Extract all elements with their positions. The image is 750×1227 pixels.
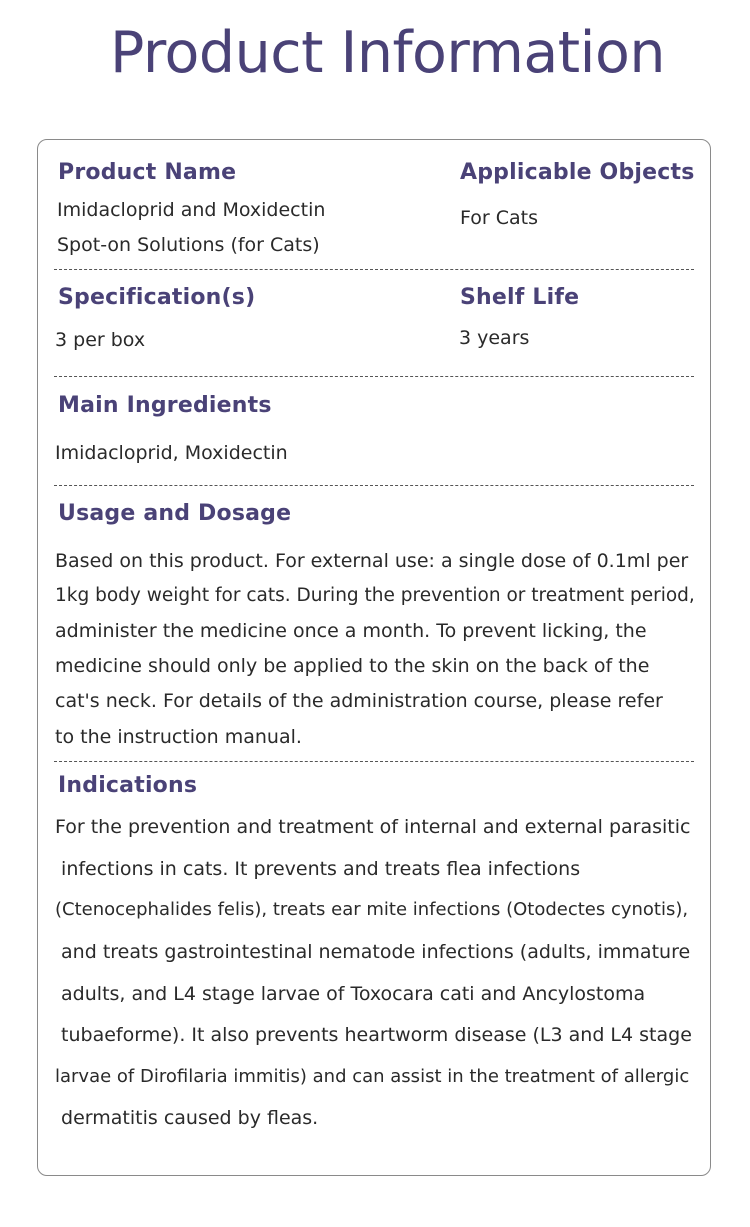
divider [54, 376, 694, 377]
indications-line: and treats gastrointestinal nematode infections (adults, immature [55, 941, 691, 963]
shelf-life-value: 3 years [459, 327, 530, 349]
indications-line: (Ctenocephalides felis), treats ear mite infections (Otodectes cynotis), [55, 899, 689, 920]
page-title: Product Information [110, 20, 665, 86]
divider [54, 269, 694, 270]
product-name-line-1: Imidacloprid and Moxidectin [57, 199, 326, 221]
usage-line: medicine should only be applied to the skin on the back of the [55, 655, 650, 677]
indications-label: Indications [58, 773, 198, 798]
indications-line: For the prevention and treatment of internal and external parasitic [55, 816, 691, 838]
product-name-line-2: Spot-on Solutions (for Cats) [57, 234, 320, 256]
shelf-life-label: Shelf Life [460, 285, 580, 310]
main-ingredients-label: Main Ingredients [58, 393, 272, 418]
main-ingredients-value: Imidacloprid, Moxidectin [55, 442, 288, 464]
usage-line: administer the medicine once a month. To prevent licking, the [55, 620, 647, 642]
usage-line: cat's neck. For details of the administration course, please refer [55, 690, 663, 712]
applicable-objects-label: Applicable Objects [460, 160, 695, 185]
usage-line: Based on this product. For external use: a single dose of 0.1ml per [55, 550, 689, 572]
product-name-label: Product Name [58, 160, 237, 185]
usage-dosage-label: Usage and Dosage [58, 501, 292, 526]
divider [54, 485, 694, 486]
indications-line: tubaeforme). It also prevents heartworm disease (L3 and L4 stage [55, 1024, 692, 1046]
divider [54, 761, 694, 762]
indications-line: dermatitis caused by fleas. [55, 1107, 319, 1129]
usage-line: 1kg body weight for cats. During the prevention or treatment period, [55, 585, 695, 606]
indications-line: infections in cats. It prevents and treats flea infections [55, 858, 581, 880]
usage-line: to the instruction manual. [55, 726, 302, 748]
specification-label: Specification(s) [58, 285, 256, 310]
specification-value: 3 per box [55, 329, 146, 351]
applicable-objects-value: For Cats [460, 207, 538, 229]
indications-line: larvae of Dirofilaria immitis) and can assist in the treatment of allergic [55, 1066, 690, 1087]
indications-line: adults, and L4 stage larvae of Toxocara cati and Ancylostoma [55, 983, 646, 1005]
